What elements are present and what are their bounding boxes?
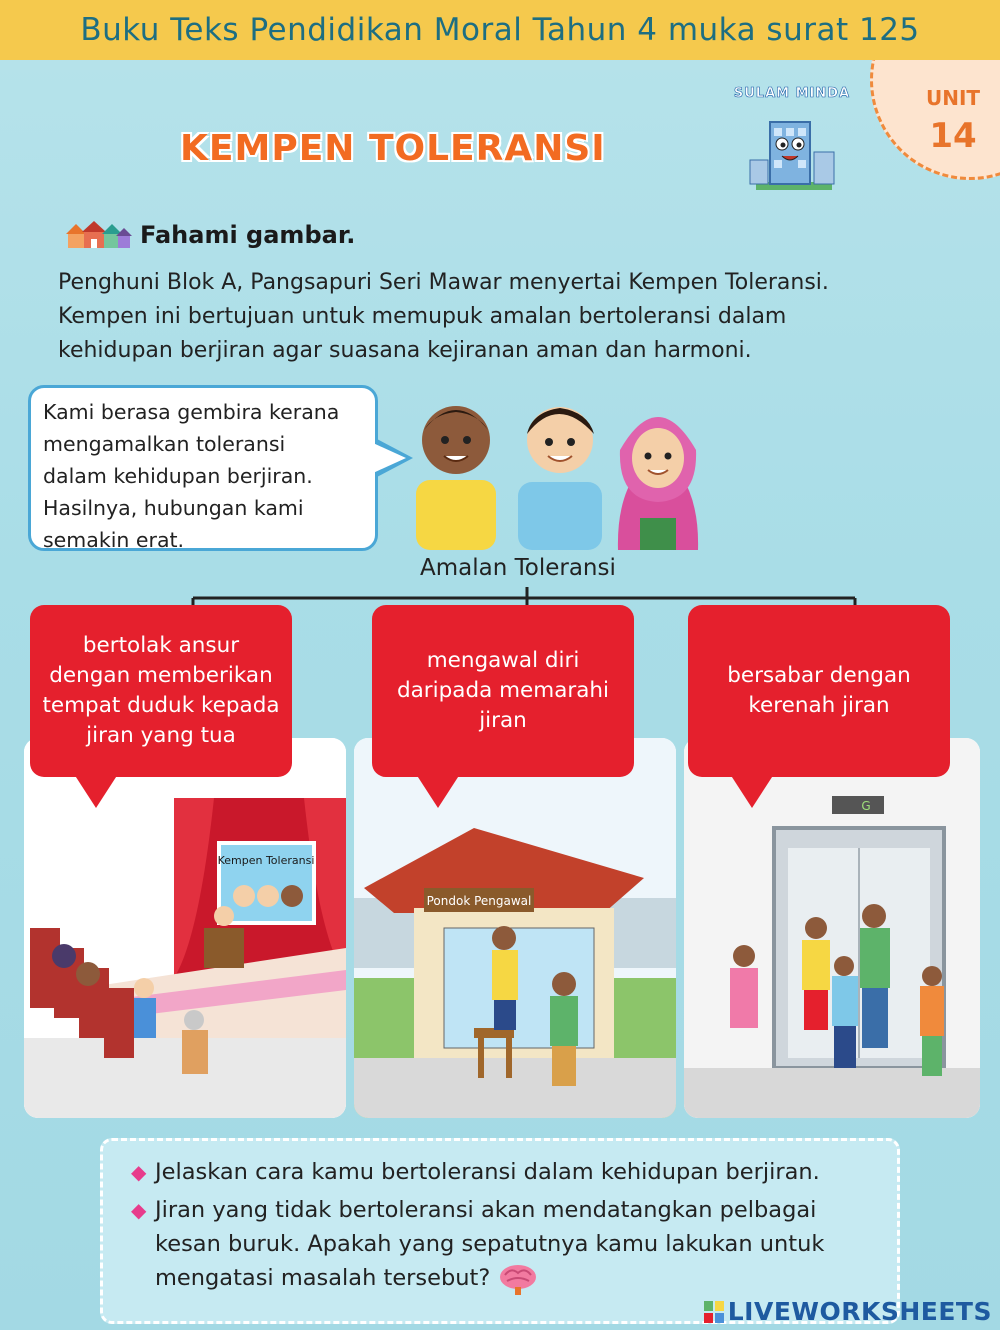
- tree-label: Amalan Toleransi: [420, 555, 616, 581]
- practice-line: jiran yang tua: [86, 723, 236, 748]
- question-item: [131, 1193, 877, 1295]
- practice-line: bersabar dengan: [727, 663, 911, 688]
- panel-stage: [24, 738, 346, 1118]
- practice-line: kerenah jiran: [748, 693, 890, 718]
- practice-bubble-2: [372, 605, 634, 777]
- bullet-icon: ◆: [131, 1198, 147, 1222]
- practice-bubble-tail: [416, 774, 460, 808]
- textbook-page: [0, 60, 1000, 1330]
- practice-line: mengawal diri: [426, 648, 580, 673]
- liveworksheets-icon: [704, 1301, 724, 1323]
- panel-guardhouse: [354, 738, 676, 1118]
- intro-paragraph: [58, 266, 938, 368]
- speech-tail-inner: [373, 443, 406, 473]
- sulam-minda-logo: [722, 82, 862, 202]
- practice-bubble-tail: [730, 774, 774, 808]
- unit-number: 14: [929, 116, 977, 156]
- practice-bubble-1: [30, 605, 292, 777]
- page-title: KEMPEN TOLERANSI: [180, 128, 606, 169]
- speech-line: dalam kehidupan berjiran.: [43, 464, 313, 488]
- brain-icon: [497, 1263, 539, 1295]
- intro-line: Penghuni Blok A, Pangsapuri Seri Mawar menyertai Kempen Toleransi.: [58, 270, 829, 295]
- bullet-icon: ◆: [131, 1160, 147, 1184]
- question-line: Jelaskan cara kamu bertoleransi dalam kehidupan berjiran.: [155, 1159, 820, 1185]
- houses-icon: [64, 220, 132, 250]
- speech-line: semakin erat.: [43, 528, 185, 552]
- intro-line: Kempen ini bertujuan untuk memupuk amalan bertoleransi dalam: [58, 304, 787, 329]
- question-line: mengatasi masalah tersebut?: [155, 1265, 491, 1291]
- question-line: Jiran yang tidak bertoleransi akan mendatangkan pelbagai: [155, 1197, 817, 1223]
- practice-line: jiran: [479, 708, 527, 733]
- question-item: [131, 1155, 877, 1189]
- speech-line: Kami berasa gembira kerana: [43, 400, 340, 424]
- watermark-text: LIVEWORKSHEETS: [727, 1297, 992, 1326]
- practice-line: tempat duduk kepada: [42, 693, 280, 718]
- liveworksheets-watermark: [704, 1297, 992, 1326]
- practice-line: dengan memberikan: [49, 663, 273, 688]
- speech-line: mengamalkan toleransi: [43, 432, 286, 456]
- question-line: kesan buruk. Apakah yang sepatutnya kamu lakukan untuk: [155, 1231, 825, 1257]
- guardhouse-sign-text: Pondok Pengawal: [426, 894, 532, 908]
- section-heading-text: Fahami gambar.: [140, 221, 356, 249]
- speech-line: Hasilnya, hubungan kami: [43, 496, 304, 520]
- lift-indicator-text: G: [861, 799, 871, 813]
- unit-label: UNIT: [925, 86, 981, 110]
- stage-banner-text: Kempen Toleransi: [217, 854, 315, 867]
- panel-lift: [684, 738, 980, 1118]
- header-title: Buku Teks Pendidikan Moral Tahun 4 muka surat 125: [80, 12, 920, 48]
- practice-bubble-3: [688, 605, 950, 777]
- practice-line: daripada memarahi: [396, 678, 610, 703]
- header-bar: [0, 0, 1000, 60]
- section-heading: [64, 220, 355, 250]
- practice-bubble-tail: [74, 774, 118, 808]
- practice-line: bertolak ansur: [82, 633, 240, 658]
- logo-text: SULAM MINDA: [733, 86, 851, 101]
- intro-line: kehidupan berjiran agar suasana kejiranan aman dan harmoni.: [58, 338, 752, 363]
- children-illustration: [408, 390, 708, 550]
- speech-bubble: [28, 385, 378, 551]
